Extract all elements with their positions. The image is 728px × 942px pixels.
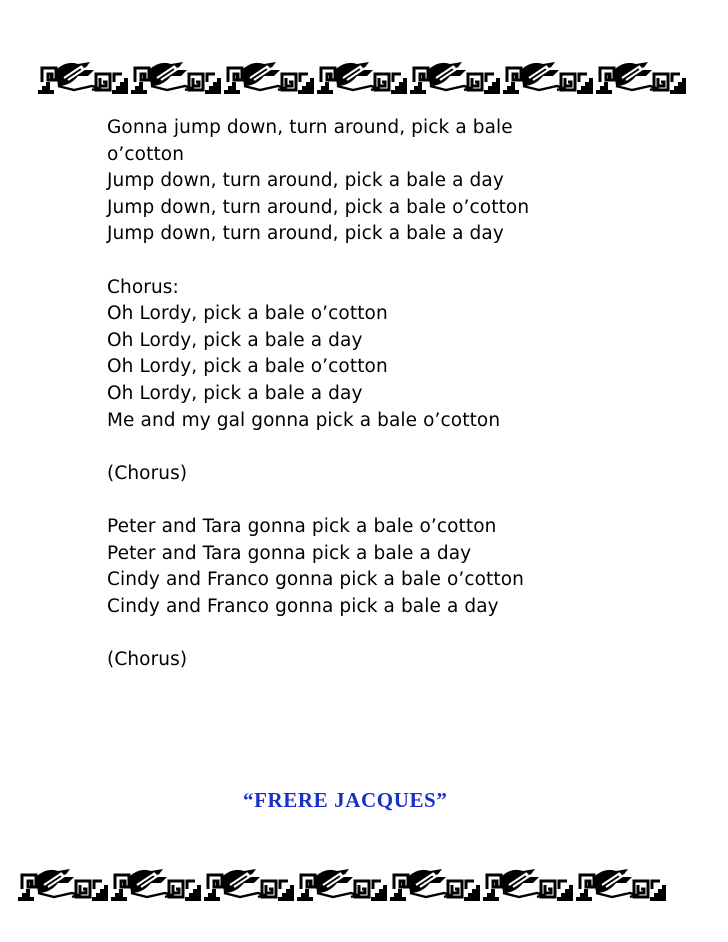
aztec-bird-motif-icon (410, 60, 502, 96)
aztec-bird-motif-icon (18, 867, 110, 903)
aztec-bird-motif-icon (317, 60, 409, 96)
lyric-line: Jump down, turn around, pick a bale a day (107, 170, 504, 192)
stanza-gap (107, 487, 627, 514)
aztec-bird-motif-icon (576, 867, 668, 903)
lyric-line: Oh Lordy, pick a bale o’cotton (107, 356, 388, 378)
lyric-line: Oh Lordy, pick a bale a day (107, 329, 363, 351)
chorus-reference: (Chorus) (107, 648, 188, 670)
stanza-gap (107, 620, 627, 647)
aztec-bird-motif-icon (204, 867, 296, 903)
lyric-line: Oh Lordy, pick a bale a day (107, 382, 363, 404)
lyric-line: Peter and Tara gonna pick a bale a day (107, 542, 472, 564)
lyric-line: Oh Lordy, pick a bale o’cotton (107, 303, 388, 325)
stanza-gap (107, 434, 627, 461)
song-lyrics (107, 115, 627, 673)
aztec-bird-motif-icon (483, 867, 575, 903)
lyric-line: Me and my gal gonna pick a bale o’cotton (107, 409, 501, 431)
aztec-bird-motif-icon (38, 60, 130, 96)
aztec-bird-motif-icon (297, 867, 389, 903)
aztec-bird-motif-icon (224, 60, 316, 96)
chorus-reference: (Chorus) (107, 462, 188, 484)
lyric-line: o’cotton (107, 143, 185, 165)
aztec-bird-motif-icon (111, 867, 203, 903)
aztec-bird-motif-icon (131, 60, 223, 96)
chorus-heading: Chorus: (107, 276, 179, 298)
aztec-bird-motif-icon (503, 60, 595, 96)
stanza-gap (107, 248, 627, 275)
lyric-line: Cindy and Franco gonna pick a bale o’cotton (107, 569, 524, 591)
lyric-line: Peter and Tara gonna pick a bale o’cotton (107, 515, 497, 537)
top-decorative-border (38, 58, 689, 98)
lyric-line: Jump down, turn around, pick a bale a day (107, 223, 504, 245)
next-song-title: “FRERE JACQUES” (243, 788, 448, 812)
lyric-line: Cindy and Franco gonna pick a bale a day (107, 595, 499, 617)
aztec-bird-motif-icon (596, 60, 688, 96)
aztec-bird-motif-icon (390, 867, 482, 903)
lyric-line: Jump down, turn around, pick a bale o’cotton (107, 196, 530, 218)
bottom-decorative-border (18, 865, 669, 905)
lyric-line: Gonna jump down, turn around, pick a bale (107, 117, 513, 138)
